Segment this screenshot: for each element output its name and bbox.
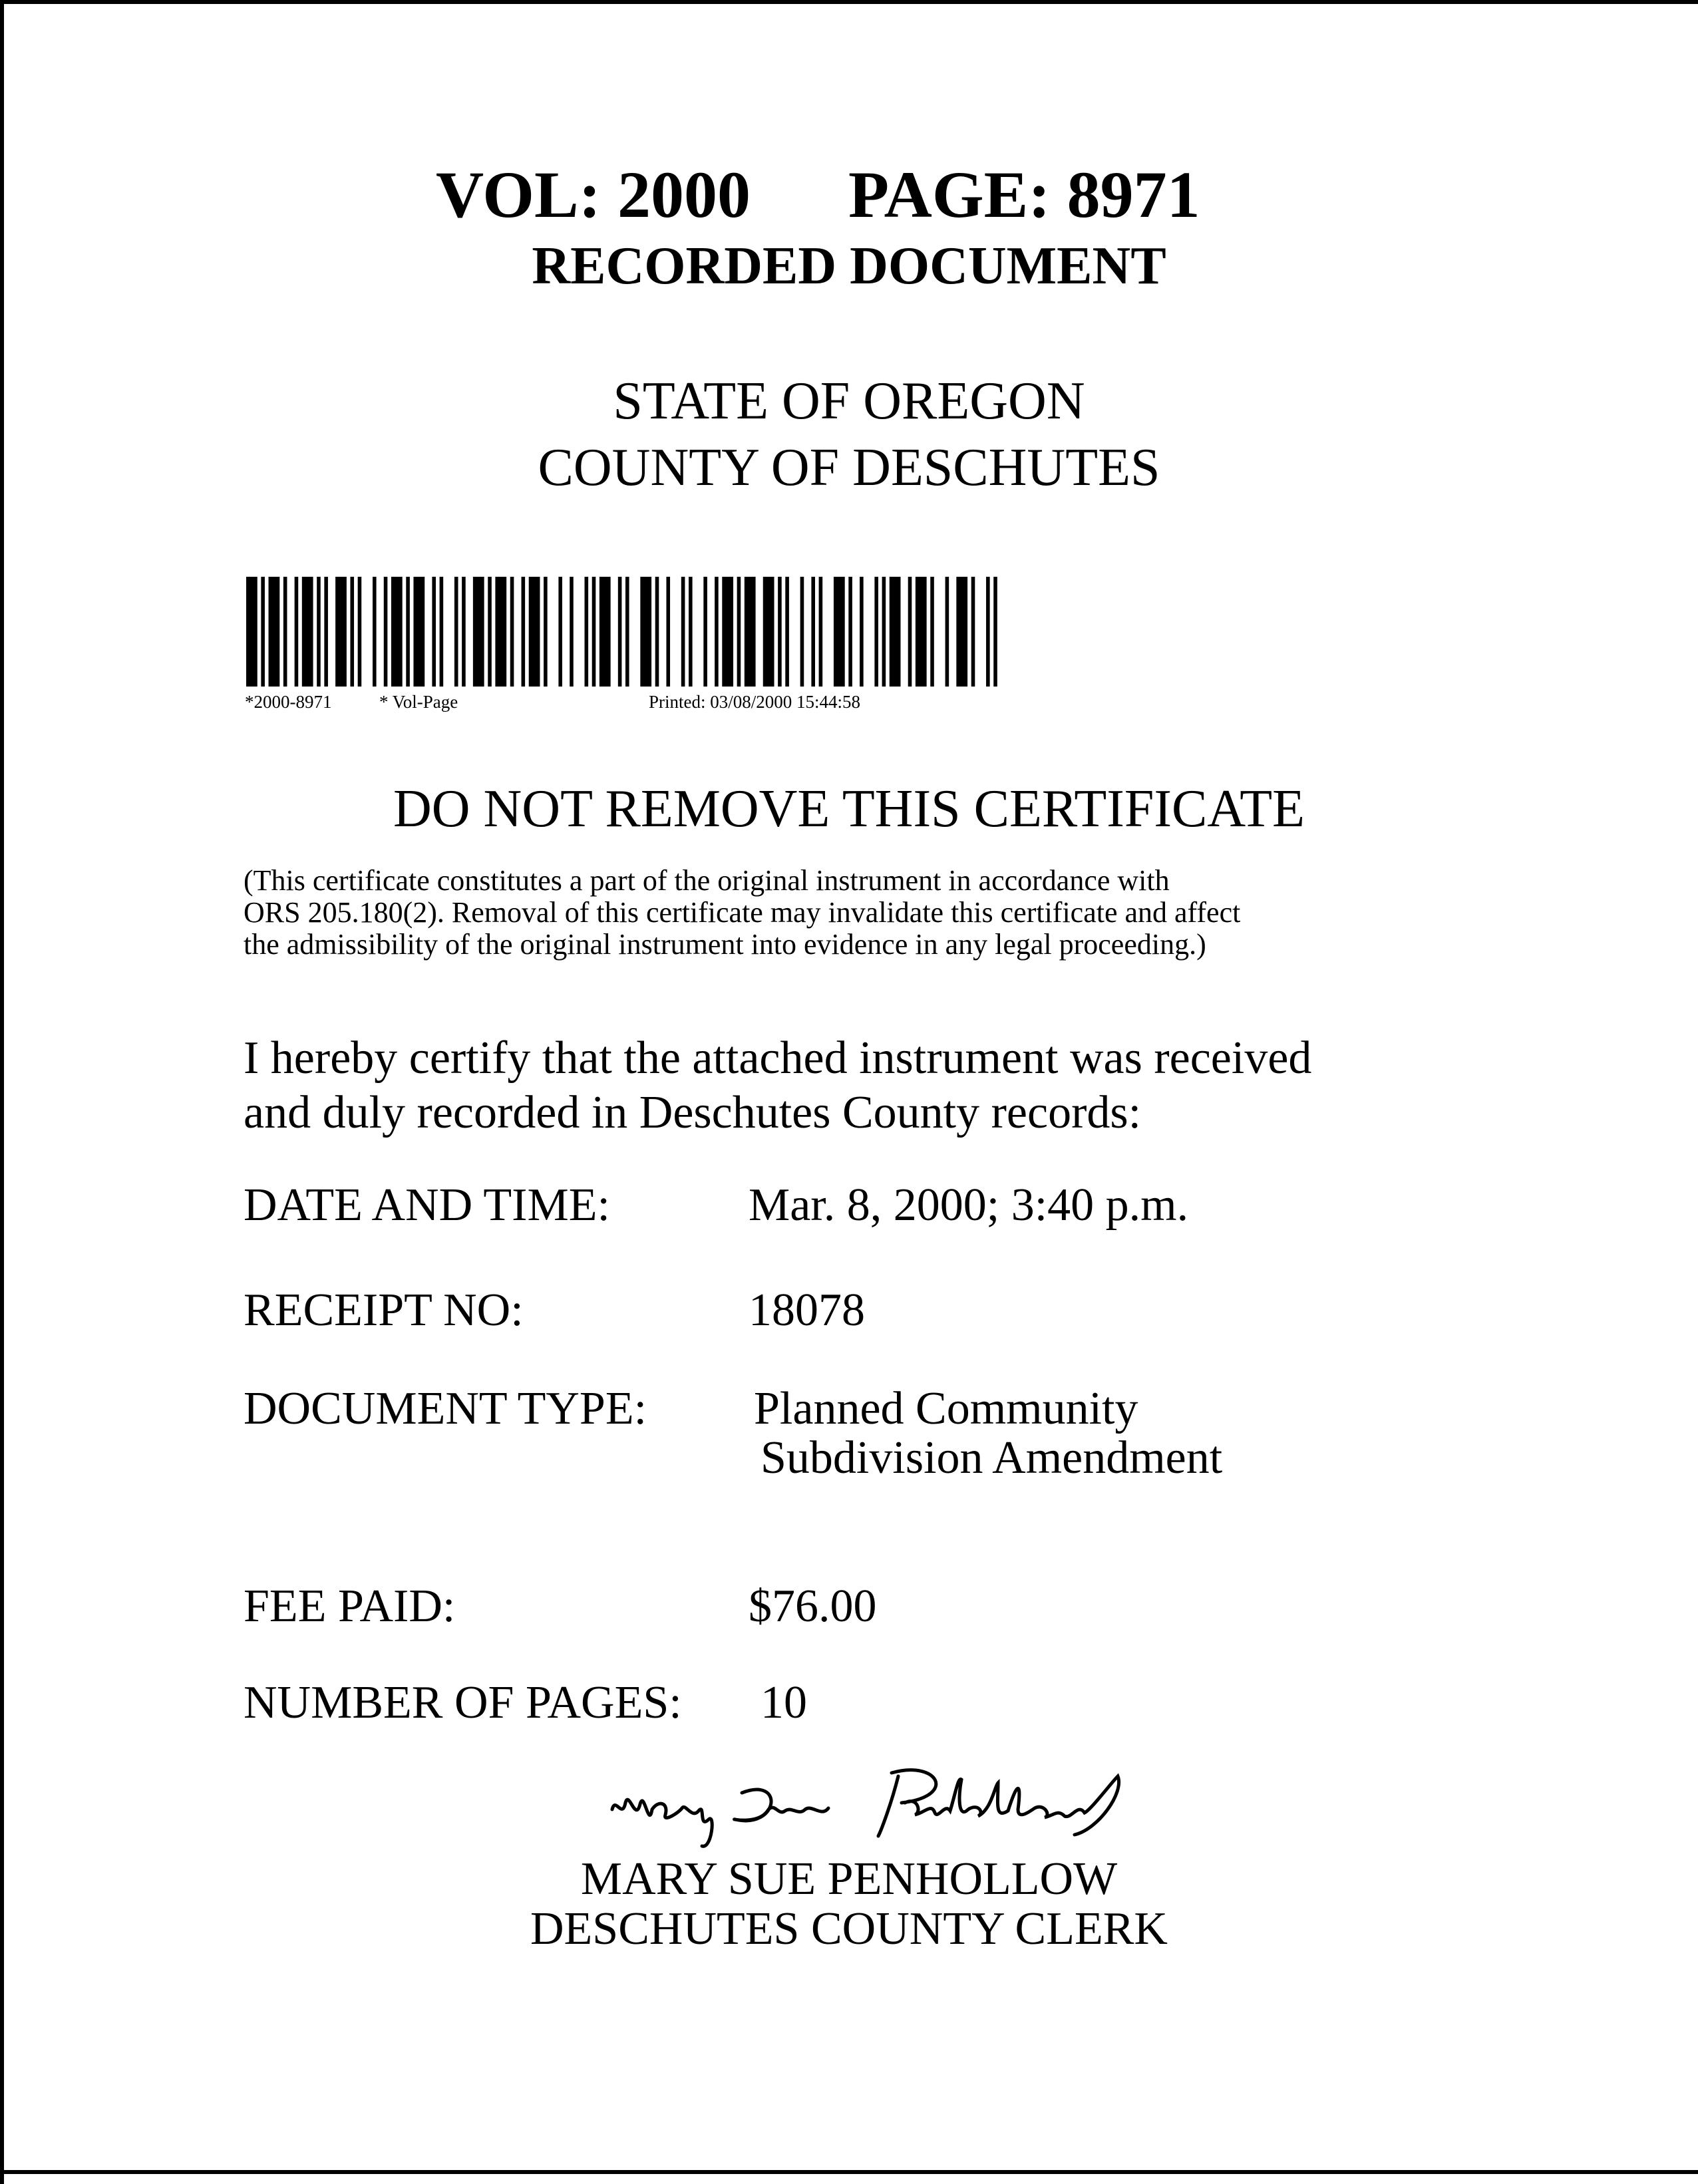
receipt-number-value: 18078 (749, 1285, 865, 1336)
barcode-bar (945, 577, 949, 687)
barcode-bar (986, 577, 990, 687)
barcode-bar (384, 577, 388, 687)
volume-number: VOL: 2000 (436, 158, 751, 232)
barcode-bar (440, 577, 444, 687)
barcode-bar (848, 577, 852, 687)
barcode-bar (246, 577, 257, 687)
barcode-bar (585, 577, 589, 687)
do-not-remove-heading: DO NOT REMOVE THIS CERTIFICATE (393, 780, 1305, 838)
volume-page-heading (0, 158, 1698, 232)
barcode-bar (283, 577, 287, 687)
barcode-bar (358, 577, 362, 687)
barcode-bar (745, 577, 756, 687)
state-heading: STATE OF OREGON (613, 372, 1085, 430)
barcode-bar (703, 577, 707, 687)
document-type-value-line1: Planned Community (754, 1383, 1138, 1434)
barcode-bar (681, 577, 685, 687)
clerk-name: MARY SUE PENHOLLOW (580, 1853, 1118, 1905)
county-heading: COUNTY OF DESCHUTES (538, 438, 1160, 497)
barcode-bar (689, 577, 693, 687)
clerk-signature (586, 1756, 1131, 1856)
barcode-bar (432, 577, 436, 687)
barcode-bar (350, 577, 354, 687)
barcode-bar (529, 577, 540, 687)
barcode-bar (890, 577, 901, 687)
barcode-bar (860, 577, 864, 687)
barcode-bar (811, 577, 815, 687)
barcode-bar (522, 577, 526, 687)
date-time-label: DATE AND TIME: (244, 1179, 610, 1231)
barcode-bar (558, 577, 562, 687)
barcode-bar (625, 577, 629, 687)
date-time-value: Mar. 8, 2000; 3:40 p.m. (749, 1179, 1189, 1231)
barcode-bar (763, 577, 774, 687)
barcode-bar (454, 577, 458, 687)
document-type-label: DOCUMENT TYPE: (244, 1383, 647, 1434)
barcode-bar (335, 577, 347, 687)
barcode-bar (570, 577, 574, 687)
barcode-bar (269, 577, 280, 687)
number-of-pages-value: 10 (761, 1677, 807, 1728)
scan-border-top (0, 0, 1698, 4)
barcode-bar (874, 577, 878, 687)
certification-line: I hereby certify that the attached instrument was received (244, 1032, 1312, 1084)
barcode-bar (715, 577, 719, 687)
barcode-bar (510, 577, 514, 687)
barcode-bar (324, 577, 328, 687)
barcode-bar (737, 577, 741, 687)
number-of-pages-label: NUMBER OF PAGES: (244, 1677, 682, 1728)
barcode-bar (391, 577, 403, 687)
barcode-type-text: * Vol-Page (379, 692, 458, 712)
fee-paid-value: $76.00 (749, 1581, 877, 1632)
barcode-bar (618, 577, 622, 687)
barcode-bar (834, 577, 845, 687)
barcode-bar (406, 577, 410, 687)
barcode-bar (916, 577, 927, 687)
notice-line: (This certificate constitutes a part of the original instrument in accordance with (244, 864, 1170, 897)
certificate-notice-paragraph (244, 865, 1441, 961)
barcode-bar (956, 577, 967, 687)
scan-border-bottom (0, 2170, 1698, 2174)
barcode-bar (640, 577, 651, 687)
barcode-bar (488, 577, 492, 687)
barcode-bar (544, 577, 548, 687)
barcode-bar (666, 577, 670, 687)
notice-line: the admissibility of the original instrument into evidence in any legal proceeding.) (244, 928, 1206, 961)
fee-paid-label: FEE PAID: (244, 1581, 456, 1632)
barcode-bar (302, 577, 313, 687)
barcode-bar (473, 577, 484, 687)
barcode-bar (261, 577, 265, 687)
notice-line: ORS 205.180(2). Removal of this certificate may invalidate this certificate and affect (244, 896, 1241, 929)
barcode-bar (317, 577, 321, 687)
certification-statement (244, 1031, 1311, 1140)
barcode-bar (800, 577, 804, 687)
barcode-bar (599, 577, 611, 687)
barcode-bar (295, 577, 299, 687)
barcode-bar (722, 577, 733, 687)
barcode-bar (882, 577, 886, 687)
document-type-value-line2: Subdivision Amendment (761, 1432, 1223, 1483)
barcode-bar (778, 577, 782, 687)
barcode-bar (462, 577, 466, 687)
barcode-bar (908, 577, 912, 687)
barcode-bar (993, 577, 997, 687)
barcode-bar (495, 577, 506, 687)
barcode-id-text: *2000-8971 (245, 692, 332, 712)
barcode-image (246, 577, 1005, 687)
barcode-bar (971, 577, 975, 687)
barcode-bar (592, 577, 596, 687)
page-number: PAGE: 8971 (848, 158, 1200, 232)
barcode-bar (785, 577, 789, 687)
barcode-bar (819, 577, 823, 687)
barcode-bar (373, 577, 377, 687)
recorded-document-heading: RECORDED DOCUMENT (532, 237, 1166, 295)
barcode-bar (413, 577, 424, 687)
certification-line: and duly recorded in Deschutes County records: (244, 1087, 1142, 1138)
clerk-title: DESCHUTES COUNTY CLERK (530, 1903, 1168, 1954)
receipt-number-label: RECEIPT NO: (244, 1285, 524, 1336)
barcode-bar (930, 577, 934, 687)
barcode-printed-text: Printed: 03/08/2000 15:44:58 (649, 692, 861, 712)
barcode-bar (655, 577, 659, 687)
